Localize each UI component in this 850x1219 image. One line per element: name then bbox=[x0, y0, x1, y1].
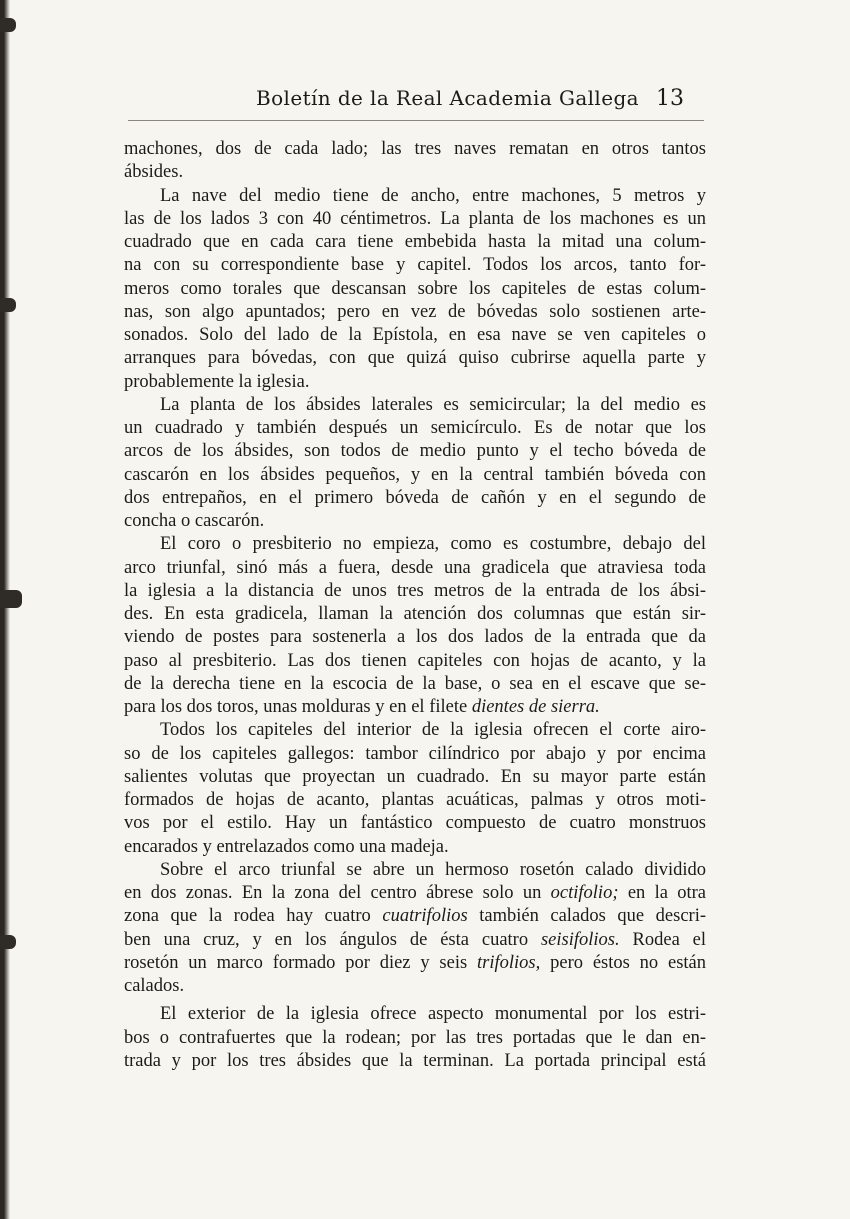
text-line: na con su correspondiente base y capitel. Todos los arcos, tanto for- bbox=[124, 255, 706, 276]
text-line: cascarón en los ábsides pequeños, y en la central también bóveda con bbox=[124, 464, 706, 485]
text-run: Rodea el bbox=[632, 929, 706, 950]
italic-term: trifolios, bbox=[477, 952, 541, 973]
text-line: concha o cascarón. bbox=[124, 511, 265, 531]
text-line: viendo de postes para sostenerla a los dos lados de la entrada que da bbox=[124, 627, 706, 648]
text-run: ben una cruz, y en los ángulos de ésta cuatro bbox=[124, 929, 529, 950]
page-number: 13 bbox=[656, 86, 684, 111]
text-line: bos o contrafuertes que la rodean; por las tres portadas que le dan en- bbox=[124, 1027, 706, 1048]
binding-thread-mark bbox=[0, 935, 16, 949]
journal-title: Boletín de la Real Academia Gallega bbox=[256, 86, 639, 110]
text-line: salientes volutas que proyectan un cuadrado. En su mayor parte están bbox=[124, 766, 706, 787]
paragraph-first-line: Sobre el arco triunfal se abre un hermoso rosetón calado dividido bbox=[160, 859, 706, 880]
text-run: pero éstos no están bbox=[550, 952, 706, 973]
text-line bbox=[124, 929, 706, 952]
text-line: machones, dos de cada lado; las tres naves rematan en otros tantos bbox=[124, 139, 706, 159]
text-line: formados de hojas de acanto, plantas acuáticas, palmas y otros moti- bbox=[124, 790, 706, 810]
text-line: ábsides. bbox=[124, 162, 184, 183]
text-line: las de los lados 3 con 40 céntimetros. La planta de los machones es un bbox=[124, 208, 706, 229]
book-binding-edge bbox=[0, 0, 10, 1219]
binding-thread-mark bbox=[0, 18, 16, 32]
italic-term: seisifolios. bbox=[540, 929, 620, 950]
text-line: des. En esta gradicela, llaman la atención dos columnas que están sir- bbox=[124, 604, 706, 624]
italic-term: octifolio; bbox=[550, 883, 619, 903]
paragraph-first-line: El coro o presbiterio no empieza, como es costumbre, debajo del bbox=[160, 534, 706, 555]
text-line: so de los capiteles gallegos: tambor cilíndrico por abajo y por encima bbox=[124, 743, 706, 764]
text-line: arco triunfal, sinó más a fuera, desde una gradicela que atraviesa toda bbox=[124, 557, 706, 578]
text-line: probablemente la iglesia. bbox=[124, 371, 310, 392]
text-run: en dos zonas. En la zona del centro ábrese solo un bbox=[124, 883, 542, 903]
paragraph-first-line: La nave del medio tiene de ancho, entre machones, 5 metros y bbox=[160, 185, 706, 206]
text-line: de la derecha tiene en la escocia de la base, o sea en el escave que se- bbox=[124, 673, 706, 694]
text-line: meros como torales que descansan sobre los capiteles de estas colum- bbox=[124, 278, 706, 299]
text-line: sonados. Solo del lado de la Epístola, en esa nave se ven capiteles o bbox=[124, 325, 706, 345]
text-line bbox=[124, 952, 706, 975]
paragraph-first-line: La planta de los ábsides laterales es semicircular; la del medio es bbox=[160, 394, 706, 415]
article-body bbox=[124, 138, 706, 1073]
text-line: la iglesia a la distancia de unos tres metros de la entrada de los ábsi- bbox=[124, 580, 706, 601]
paragraph-first-line: El exterior de la iglesia ofrece aspecto monumental por los estri- bbox=[160, 1004, 706, 1025]
italic-term: dientes de sierra. bbox=[471, 697, 600, 717]
text-run: zona que la rodea hay cuatro bbox=[124, 906, 371, 927]
italic-term: cuatrifolios bbox=[382, 906, 468, 927]
running-header bbox=[128, 84, 704, 121]
text-line: arcos de los ábsides, son todos de medio punto y el techo bóveda de bbox=[124, 441, 706, 462]
text-line bbox=[124, 882, 706, 905]
text-line: vos por el estilo. Hay un fantástico compuesto de cuatro monstruos bbox=[124, 813, 706, 834]
text-run: también calados que descri- bbox=[479, 906, 706, 927]
text-run: en la otra bbox=[627, 883, 706, 903]
text-line bbox=[124, 696, 706, 719]
text-line: paso al presbiterio. Las dos tienen capiteles con hojas de acanto, y la bbox=[124, 650, 706, 671]
text-run: rosetón un marco formado por diez y seis bbox=[124, 952, 468, 973]
text-line: nas, son algo apuntados; pero en vez de bóvedas solo sostienen arte- bbox=[124, 301, 706, 322]
text-line: dos entrepaños, en el primero bóveda de cañón y en el segundo de bbox=[124, 487, 706, 508]
text-line: cuadrado que en cada cara tiene embebida hasta la mitad una colum- bbox=[124, 232, 706, 252]
text-line: encarados y entrelazados como una madeja. bbox=[124, 836, 449, 857]
paragraph-first-line: Todos los capiteles del interior de la iglesia ofrecen el corte airo- bbox=[160, 720, 706, 741]
binding-thread-mark bbox=[0, 590, 22, 608]
text-line: un cuadrado y también después un semicírculo. Es de notar que los bbox=[124, 418, 706, 438]
text-line: trada y por los tres ábsides que la terminan. La portada principal está bbox=[124, 1050, 706, 1071]
text-line bbox=[124, 905, 706, 928]
text-run: para los dos toros, unas molduras y en el filete bbox=[124, 697, 468, 717]
binding-thread-mark bbox=[0, 298, 16, 312]
text-line: calados. bbox=[124, 976, 185, 996]
text-line: arranques para bóvedas, con que quizá quiso cubrirse aquella parte y bbox=[124, 348, 706, 369]
